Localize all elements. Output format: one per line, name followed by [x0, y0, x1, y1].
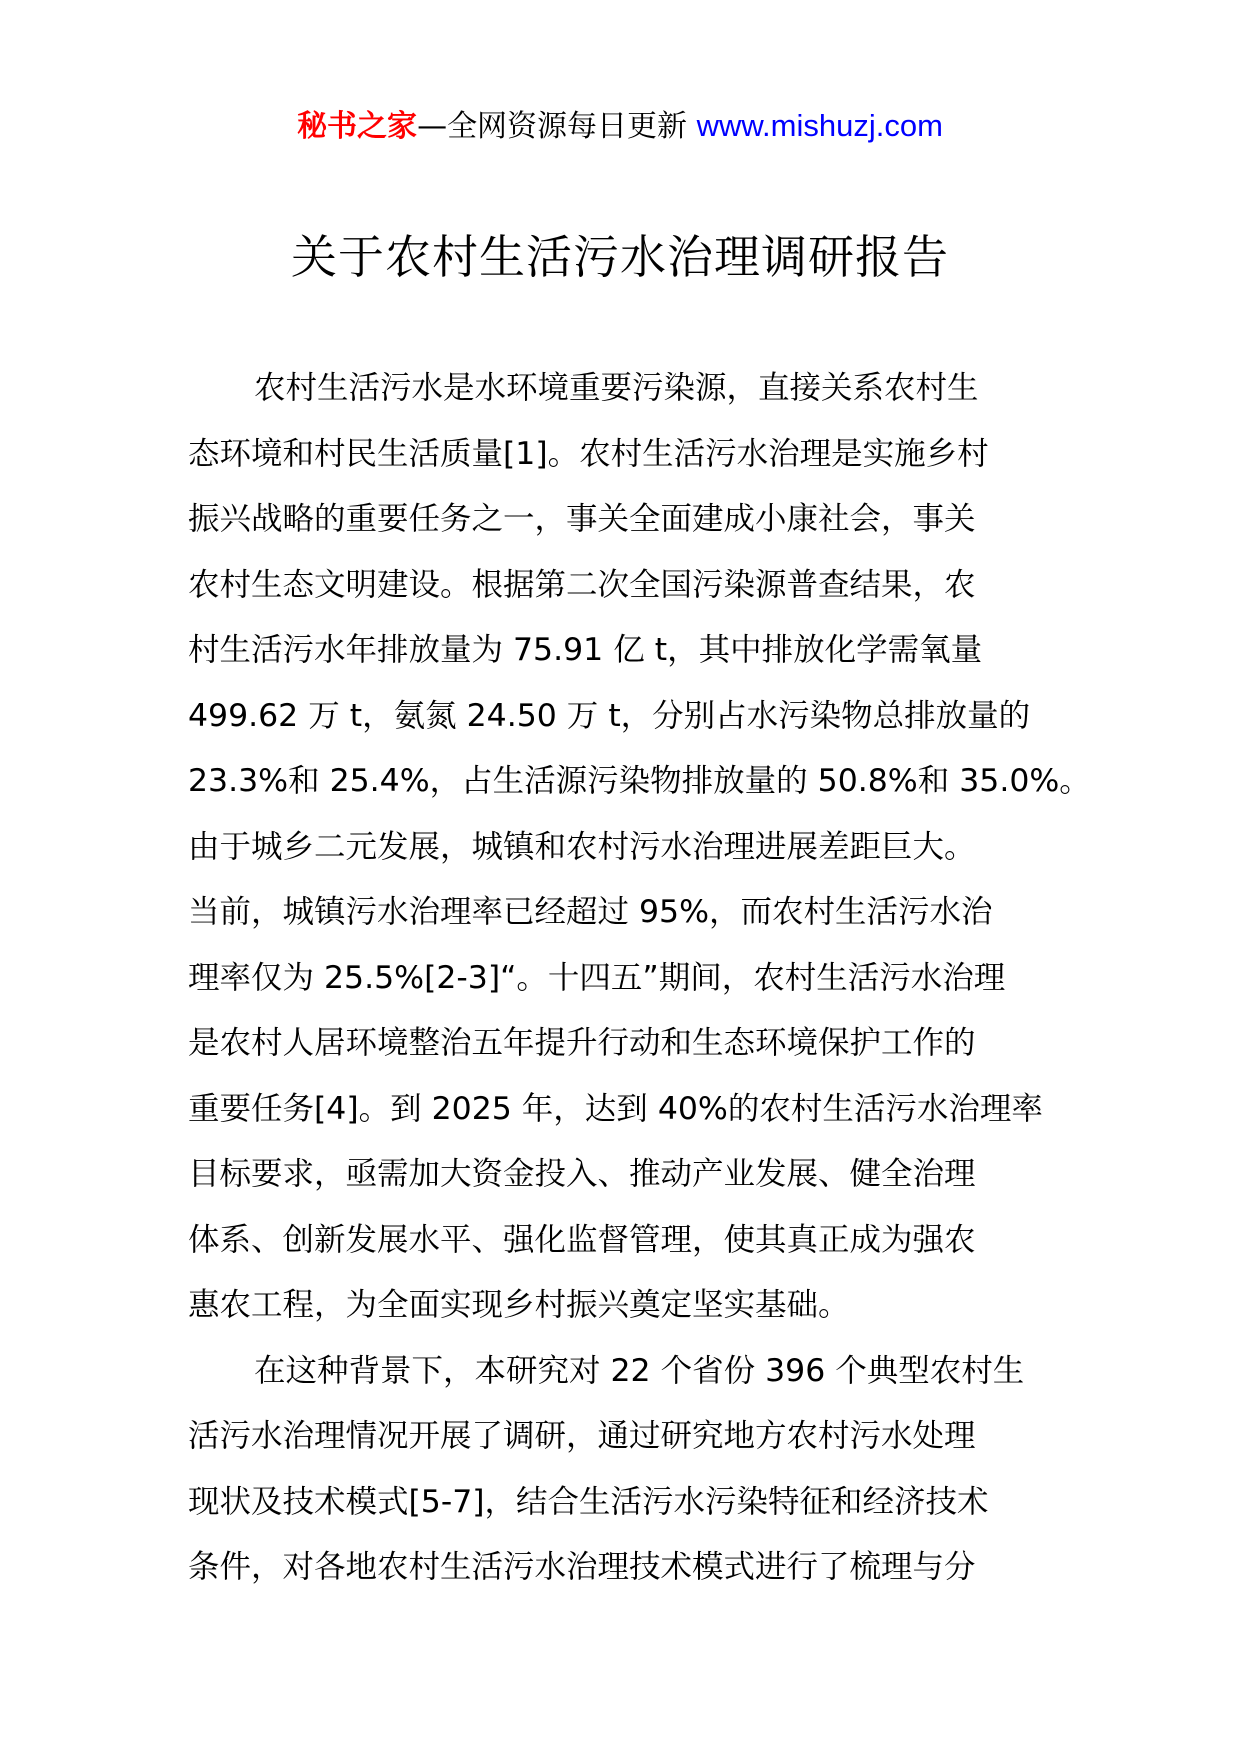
paragraph-line: 惠农工程，为全面实现乡村振兴奠定坚实基础。	[188, 1287, 850, 1323]
site-url-link[interactable]: www.mishuzj.com	[696, 108, 943, 143]
paragraph-line: 现状及技术模式[5-7]，结合生活污水污染特征和经济技术	[188, 1483, 989, 1520]
paragraph-line: 重要任务[4]。到 2025 年，达到 40%的农村生活污水治理率	[188, 1090, 1043, 1127]
paragraph-line: 活污水治理情况开展了调研，通过研究地方农村污水处理	[188, 1418, 976, 1454]
document-body	[188, 356, 1091, 1601]
paragraph-line: 村生活污水年排放量为 75.91 亿 t，其中排放化学需氧量	[188, 632, 983, 668]
paragraph-line: 23.3%和 25.4%，占生活源污染物排放量的 50.8%和 35.0%。	[188, 763, 1091, 799]
site-header	[0, 104, 1240, 149]
paragraph-line: 体系、创新发展水平、强化监督管理，使其真正成为强农	[188, 1221, 976, 1258]
paragraph-line: 态环境和村民生活质量[1]。农村生活污水治理是实施乡村	[188, 435, 989, 472]
paragraph-line: 当前，城镇污水治理率已经超过 95%，而农村生活污水治	[188, 894, 993, 930]
paragraph-line: 由于城乡二元发展，城镇和农村污水治理进展差距巨大。	[188, 828, 976, 865]
paragraph-line: 在这种背景下，本研究对 22 个省份 396 个典型农村生	[254, 1352, 1025, 1389]
paragraph-line: 农村生活污水是水环境重要污染源，直接关系农村生	[254, 370, 979, 406]
paragraph-line: 499.62 万 t，氨氮 24.50 万 t，分别占水污染物总排放量的	[188, 697, 1031, 734]
paragraph-line: 振兴战略的重要任务之一，事关全面建成小康社会，事关	[188, 501, 976, 537]
site-tagline: —全网资源每日更新	[417, 109, 697, 144]
paragraph-line: 是农村人居环境整治五年提升行动和生态环境保护工作的	[188, 1025, 976, 1061]
paragraph-line: 目标要求，亟需加大资金投入、推动产业发展、健全治理	[188, 1156, 976, 1192]
paragraph-line: 条件，对各地农村生活污水治理技术模式进行了梳理与分	[188, 1549, 976, 1585]
paragraph-line: 理率仅为 25.5%[2-3]“。十四五”期间，农村生活污水治理	[188, 959, 1006, 996]
paragraph-line: 农村生态文明建设。根据第二次全国污染源普查结果，农	[188, 566, 976, 603]
site-brand: 秘书之家	[297, 109, 418, 144]
document-title: 关于农村生活污水治理调研报告	[291, 230, 949, 284]
